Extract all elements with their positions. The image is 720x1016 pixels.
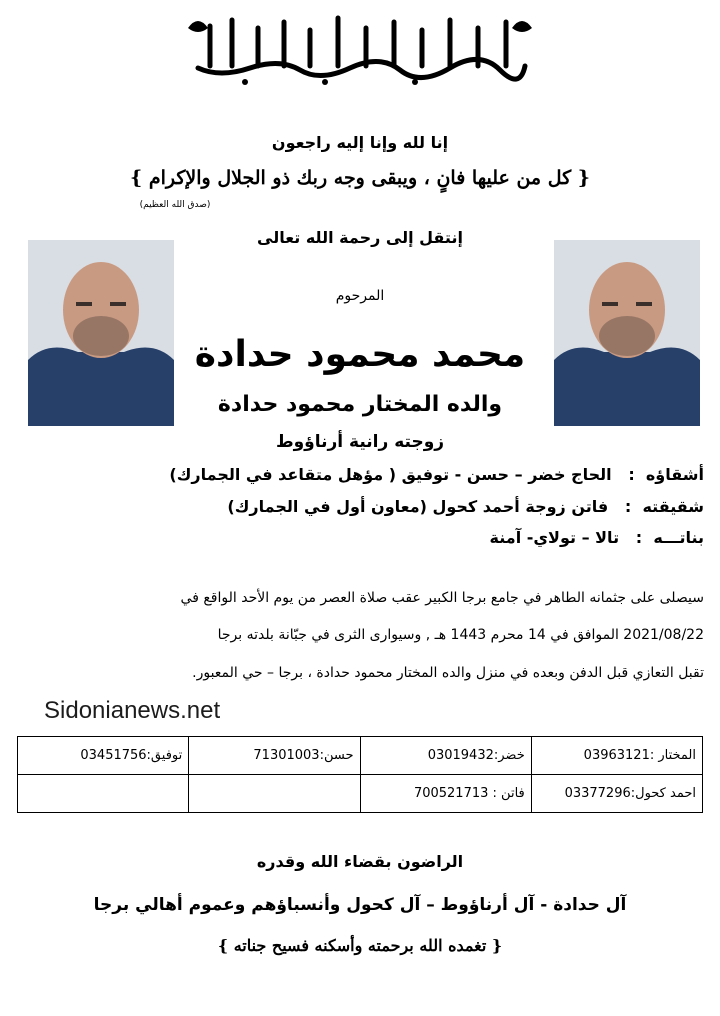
- table-cell: احمد كحول:03377296: [531, 775, 702, 813]
- funeral-prayer-line: سيصلى على جثمانه الطاهر في جامع برجا الكبير عقب صلاة العصر من يوم الأحد الواقع في: [180, 590, 704, 606]
- table-row: [18, 737, 703, 775]
- quran-verse: { كل من عليها فانٍ ، ويبقى وجه ربك ذو الجلال والإكرام }: [130, 167, 590, 189]
- prayer-line: { تغمده الله برحمته وأسكنه فسيح جناته }: [217, 936, 503, 955]
- relatives-daughters: بناتـــه : تالا – تولاي- آمنة: [489, 528, 704, 547]
- almarhoum-label: المرحوم: [335, 288, 385, 304]
- relative-value: تالا – تولاي- آمنة: [489, 528, 620, 547]
- families-line: آل حدادة - آل أرناؤوط – آل كحول وأنسباؤهم وعموم أهالي برجا: [93, 895, 627, 915]
- watermark-text: Sidonianews.net: [44, 697, 221, 724]
- contacts-table: [17, 736, 703, 813]
- intaqal-text: إنتقل إلى رحمة الله تعالى: [257, 228, 463, 247]
- condolences-line: تقبل التعازي قبل الدفن وبعده في منزل والده المختار محمود حدادة ، برجا – حي المعبور.: [192, 665, 704, 681]
- relative-label: أشقاؤه: [645, 465, 704, 484]
- table-cell: حسن:71301003: [189, 737, 360, 775]
- bismillah-calligraphy-icon: [180, 8, 540, 88]
- relatives-sister: شقيقته : فاتن زوجة أحمد كحول (معاون أول في الجمارك): [227, 497, 704, 516]
- relative-label: شقيقته: [642, 497, 704, 516]
- table-row: [18, 775, 703, 813]
- inna-lillah-text: إنا لله وإنا إليه راجعون: [271, 133, 449, 152]
- table-cell: فاتن : 700521713: [360, 775, 531, 813]
- relatives-brothers: أشقاؤه : الحاج خضر – حسن - توفيق ( مؤهل متقاعد في الجمارك): [169, 465, 704, 484]
- table-cell: خضر:03019432: [360, 737, 531, 775]
- bismillah-calligraphy: [180, 8, 540, 88]
- wife-line: زوجته رانية أرناؤوط: [275, 432, 445, 452]
- relative-value: الحاج خضر – حسن - توفيق ( مؤهل متقاعد في الجمارك): [169, 465, 612, 484]
- table-cell: المختار :03963121: [531, 737, 702, 775]
- funeral-date-line: 2021/08/22 الموافق في 14 محرم 1443 هـ , وسيوارى الثرى في جبّانة بلدته برجا: [217, 627, 704, 643]
- deceased-name: محمد محمود حدادة: [194, 334, 526, 375]
- sadaq-allah-text: (صدق الله العظيم): [139, 200, 211, 210]
- table-cell: توفيق:03451756: [18, 737, 189, 775]
- table-cell: [18, 775, 189, 813]
- relative-value: فاتن زوجة أحمد كحول (معاون أول في الجمارك): [227, 497, 609, 516]
- relative-label: بناتـــه: [653, 528, 704, 547]
- father-line: والده المختار محمود حدادة: [217, 392, 503, 417]
- table-cell: [189, 775, 360, 813]
- closing-line: الراضون بقضاء الله وقدره: [256, 852, 464, 871]
